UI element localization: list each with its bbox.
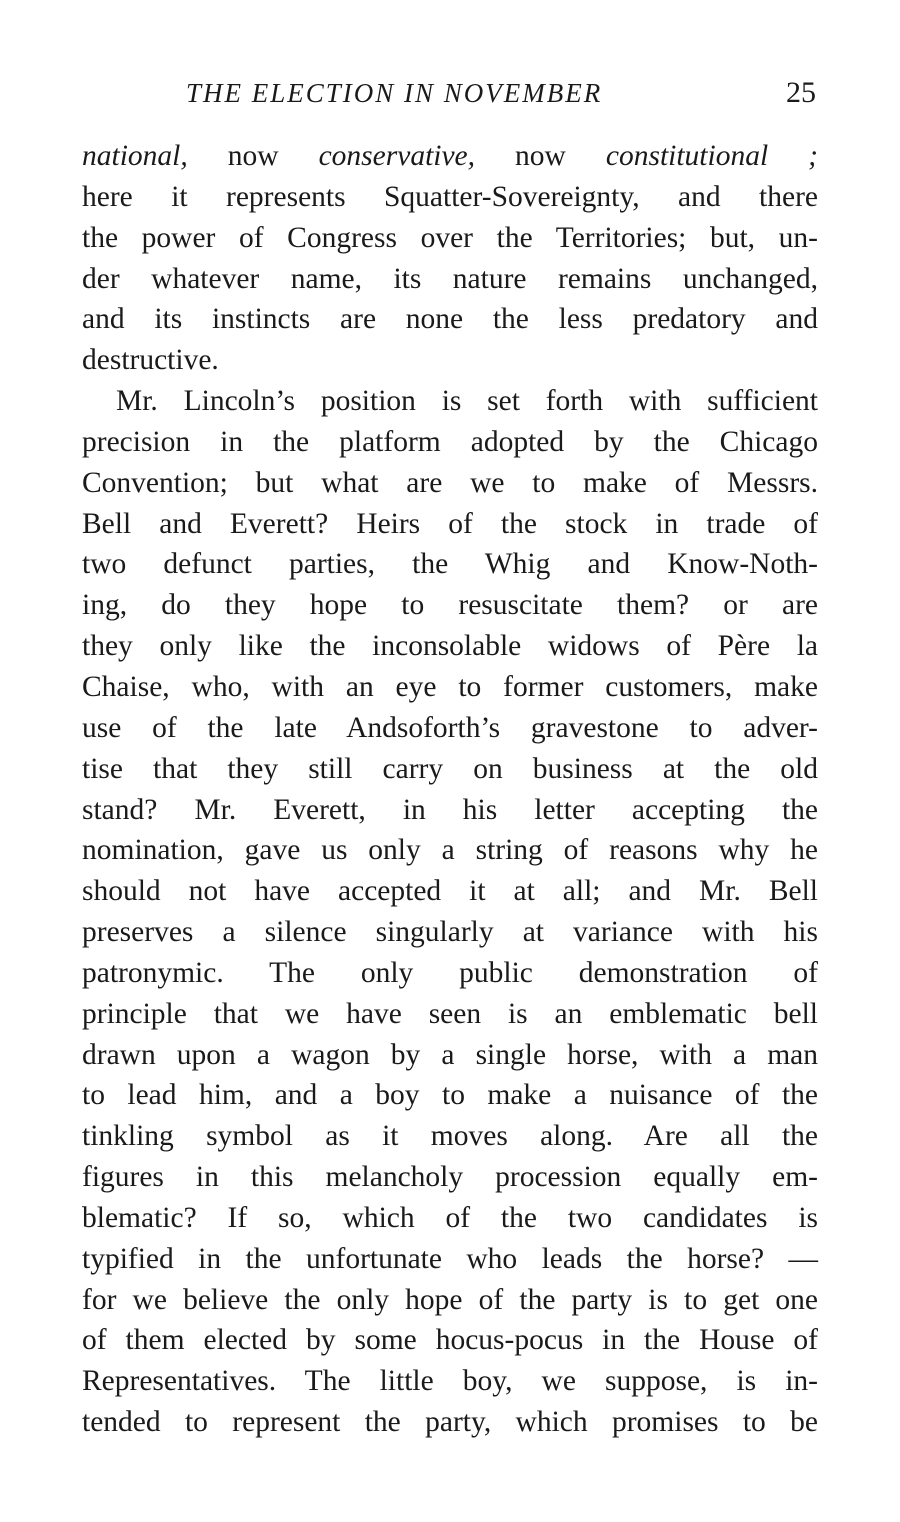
- text-line: the power of Congress over the Territories; but, un-: [82, 221, 818, 254]
- paragraph-1: [82, 136, 818, 381]
- italic-word: constitutional ;: [605, 140, 818, 172]
- text-line: here it represents Squatter-Sovereignty, and there: [82, 180, 818, 213]
- running-title: THE ELECTION IN NOVEMBER: [186, 78, 603, 108]
- paragraph-2: [82, 381, 818, 1443]
- text-line: Mr. Lincoln’s position is set forth with sufficient: [116, 385, 818, 418]
- text-line: they only like the inconsolable widows of Père la: [82, 630, 818, 663]
- text-line: nomination, gave us only a string of reasons why he: [82, 834, 818, 867]
- text-line: and its instincts are none the less predatory and: [82, 303, 818, 336]
- text-line: blematic? If so, which of the two candidates is: [82, 1201, 818, 1234]
- text-line: of them elected by some hocus-pocus in the House of: [82, 1324, 818, 1357]
- body-text: [82, 136, 818, 1443]
- text-line: preserves a silence singularly at variance with his: [82, 916, 818, 949]
- text-line: should not have accepted it at all; and Mr. Bell: [82, 875, 818, 908]
- text-line: tise that they still carry on business at the old: [82, 752, 818, 785]
- page-number: 25: [786, 76, 816, 109]
- text-line: typified in the unfortunate who leads the horse? —: [82, 1242, 818, 1275]
- italic-word: conservative,: [318, 140, 476, 172]
- text-line: two defunct parties, the Whig and Know-Noth-: [82, 548, 818, 581]
- text-line: tinkling symbol as it moves along. Are all the: [82, 1120, 818, 1153]
- running-head: [82, 78, 818, 118]
- text-line: stand? Mr. Everett, in his letter accepting the: [82, 793, 818, 826]
- text-line: for we believe the only hope of the party is to get one: [82, 1283, 818, 1316]
- italic-word: national,: [82, 140, 188, 172]
- text-line: Chaise, who, with an eye to former customers, make: [82, 670, 818, 703]
- book-page: [82, 78, 818, 1443]
- text-line: Convention; but what are we to make of Messrs.: [82, 466, 818, 499]
- text-line: precision in the platform adopted by the Chicago: [82, 425, 818, 458]
- text-line: use of the late Andsoforth’s gravestone to adver-: [82, 711, 818, 744]
- text-line: principle that we have seen is an emblematic bell: [82, 997, 818, 1030]
- text-line: figures in this melancholy procession equally em-: [82, 1161, 818, 1194]
- text-run: now: [187, 140, 319, 172]
- text-line: drawn upon a wagon by a single horse, with a man: [82, 1038, 818, 1071]
- text-line: to lead him, and a boy to make a nuisance of the: [82, 1079, 818, 1112]
- text-line: der whatever name, its nature remains unchanged,: [82, 262, 818, 295]
- text-line: Bell and Everett? Heirs of the stock in trade of: [82, 507, 818, 540]
- text-line: [82, 136, 818, 177]
- text-line: ing, do they hope to resuscitate them? or are: [82, 589, 818, 622]
- text-run: now: [475, 140, 606, 172]
- text-line: tended to represent the party, which promises to be: [82, 1406, 818, 1439]
- text-line: patronymic. The only public demonstration of: [82, 956, 818, 989]
- text-line: Representatives. The little boy, we suppose, is in-: [82, 1365, 818, 1398]
- text-line: destructive.: [82, 344, 219, 377]
